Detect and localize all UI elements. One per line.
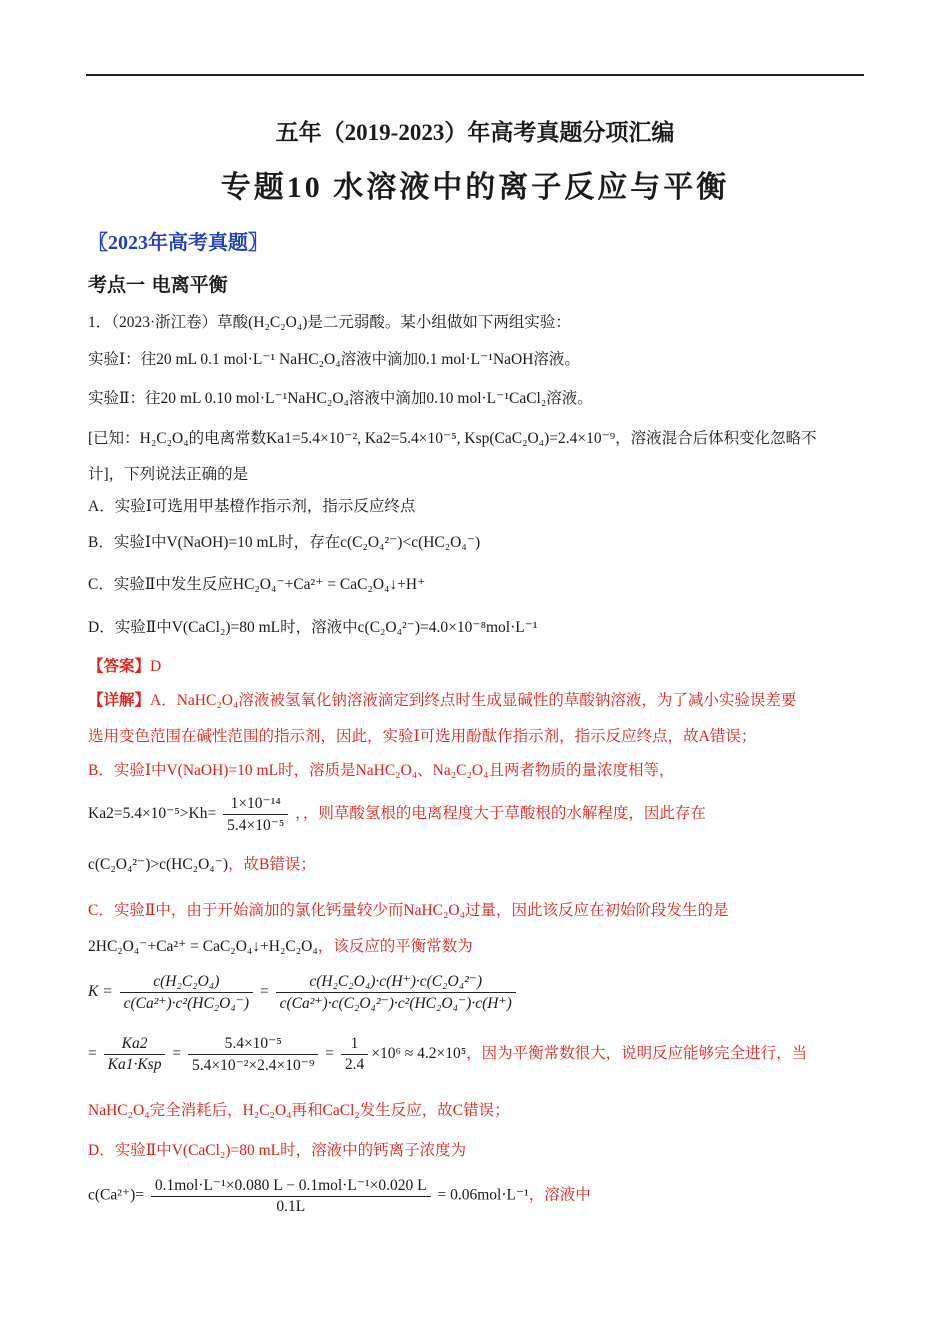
known-conditions-2: 计]，下列说法正确的是 bbox=[88, 466, 249, 483]
k-fraction-3: $\frac{Ka2}{\text{Ka1·Ksp}}$ bbox=[104, 1035, 166, 1074]
analysis-label: 【详解】 bbox=[88, 692, 151, 709]
option-b: B．实验Ⅰ中V(NaOH)=10 mL时，存在c(C₂O₄²⁻)<c(HC₂O₄⁻) bbox=[88, 534, 481, 551]
topic-title: 专题10 水溶液中的离子反应与平衡 bbox=[220, 171, 730, 204]
equilibrium-constant-line-1: K = $\frac{\text{c(H₂C₂O₄)}}{\text{c(Ca²⁺)·c²(HC₂O₄⁻)}}$ = $\frac{\text{c(H₂C₂O₄)·c(H⁺)·c(C₂O₄²⁻)}}{\text{c(Ca²⁺)·c(C₂O₄²⁻)·c²(HC₂O₄⁻)·c(H⁺)}}$ bbox=[88, 972, 519, 1013]
analysis-c-line-1: C．实验Ⅱ中，由于开始滴加的氯化钙量较少而NaHC₂O₄过量，因此该反应在初始阶段发生的是 bbox=[88, 902, 729, 919]
year-heading: 〖2023年高考真题〗 bbox=[88, 232, 268, 254]
reaction-equation: 2HC₂O₄⁻+Ca²⁺ = CaC₂O₄↓+H₂C₂O₄ bbox=[88, 938, 318, 955]
header-rule bbox=[86, 74, 864, 76]
analysis-a-line-2: 选用变色范围在碱性范围的指示剂，因此，实验Ⅰ可选用酚酞作指示剂，指示反应终点，故A错误； bbox=[88, 728, 757, 745]
k-fraction-1: $\frac{\text{c(H₂C₂O₄)}}{\text{c(Ca²⁺)·c²(HC₂O₄⁻)}}$ bbox=[120, 973, 254, 1013]
analysis-c-line-3: NaHC₂O₄完全消耗后，H₂C₂O₄再和CaCl₂发生反应，故C错误； bbox=[88, 1102, 510, 1119]
answer-value: D bbox=[150, 658, 162, 675]
analysis-b-line-2-text: ，，则草酸氢根的电离程度大于草酸根的水解程度，因此存在 bbox=[295, 805, 706, 823]
analysis-d-line-1: D．实验Ⅱ中V(CaCl₂)=80 mL时，溶液中的钙离子浓度为 bbox=[88, 1142, 467, 1159]
analysis-b-formula bbox=[88, 794, 706, 835]
analysis-b-line-3: c(C₂O₄²⁻)>c(HC₂O₄⁻)，故B错误； bbox=[88, 856, 316, 873]
answer-line bbox=[88, 654, 161, 676]
point-heading: 考点一 电离平衡 bbox=[88, 274, 228, 296]
analysis-b-line-1: B．实验Ⅰ中V(NaOH)=10 mL时，溶质是NaHC₂O₄、Na₂C₂O₄且两者物质的量浓度相等， bbox=[88, 762, 675, 779]
experiment-2: 实验Ⅱ：往20 mL 0.10 mol·L⁻¹NaHC₂O₄溶液中滴加0.10 mol·L⁻¹CaCl₂溶液。 bbox=[88, 390, 593, 407]
analysis-c-equation: 2HC₂O₄⁻+Ca²⁺ = CaC₂O₄↓+H₂C₂O₄，该反应的平衡常数为 bbox=[88, 938, 473, 955]
concentration-comparison: c(C₂O₄²⁻)>c(HC₂O₄⁻) bbox=[88, 856, 229, 873]
option-c: C．实验Ⅱ中发生反应HC₂O₄⁻+Ca²⁺ = CaC₂O₄↓+H⁺ bbox=[88, 576, 426, 593]
kh-fraction: $\frac{\text{1×10⁻¹⁴}}{\text{5.4×10⁻⁵}}$ bbox=[223, 794, 288, 835]
analysis-a-line-1: 【详解】A．NaHC₂O₄溶液被氢氧化钠溶液滴定到终点时生成显碱性的草酸钠溶液，为了减小实验误差要 bbox=[88, 692, 797, 709]
question-stem: 1．（2023·浙江卷）草酸(H₂C₂O₄)是二元弱酸。某小组做如下两组实验： bbox=[88, 314, 571, 331]
option-d: D．实验Ⅱ中V(CaCl₂)=80 mL时，溶液中c(C₂O₄²⁻)=4.0×10⁻⁸mol·L⁻¹ bbox=[88, 619, 538, 636]
equilibrium-constant-line-2: = $\frac{Ka2}{\text{Ka1·Ksp}}$ = $\frac{\text{5.4×10⁻⁵}}{\text{5.4×10⁻²×2.4×10⁻⁹}}$ = $\frac{1}{2.4}$ ×10⁶ ≈ 4.2×10⁵，因为平衡常数很大，说明反应能够完全进行，当 bbox=[88, 1035, 808, 1074]
kh-comparison: Ka2=5.4×10⁻⁵>Kh= bbox=[88, 805, 217, 823]
known-conditions-1: [已知：H₂C₂O₄的电离常数Ka1=5.4×10⁻², Ka2=5.4×10⁻⁵, Ksp(CaC₂O₄)=2.4×10⁻⁹，溶液混合后体积变化忽略不 bbox=[88, 430, 817, 447]
option-a: A．实验Ⅰ可选用甲基橙作指示剂，指示反应终点 bbox=[88, 498, 416, 515]
k-fraction-5: $\frac{1}{2.4}$ bbox=[341, 1035, 368, 1074]
series-title: 五年（2019-2023）年高考真题分项汇编 bbox=[275, 120, 675, 145]
k-fraction-4: $\frac{\text{5.4×10⁻⁵}}{\text{5.4×10⁻²×2.4×10⁻⁹}}$ bbox=[188, 1034, 318, 1075]
experiment-1: 实验Ⅰ：往20 mL 0.1 mol·L⁻¹ NaHC₂O₄溶液中滴加0.1 mol·L⁻¹NaOH溶液。 bbox=[88, 351, 580, 368]
answer-label: 【答案】 bbox=[88, 658, 151, 675]
k-fraction-2: $\frac{\text{c(H₂C₂O₄)·c(H⁺)·c(C₂O₄²⁻)}}{\text{c(Ca²⁺)·c(C₂O₄²⁻)·c²(HC₂O₄⁻)·c(H⁺)}}$ bbox=[276, 972, 516, 1013]
calcium-concentration-formula: c(Ca²⁺)= $\frac{\text{0.1mol·L⁻¹×0.080 L − 0.1mol·L⁻¹×0.020 L}}{0.1L}$ = 0.06mol·L⁻¹，溶液中 bbox=[88, 1177, 591, 1215]
calcium-fraction: $\frac{\text{0.1mol·L⁻¹×0.080 L − 0.1mol·L⁻¹×0.020 L}}{0.1L}$ bbox=[151, 1176, 431, 1216]
